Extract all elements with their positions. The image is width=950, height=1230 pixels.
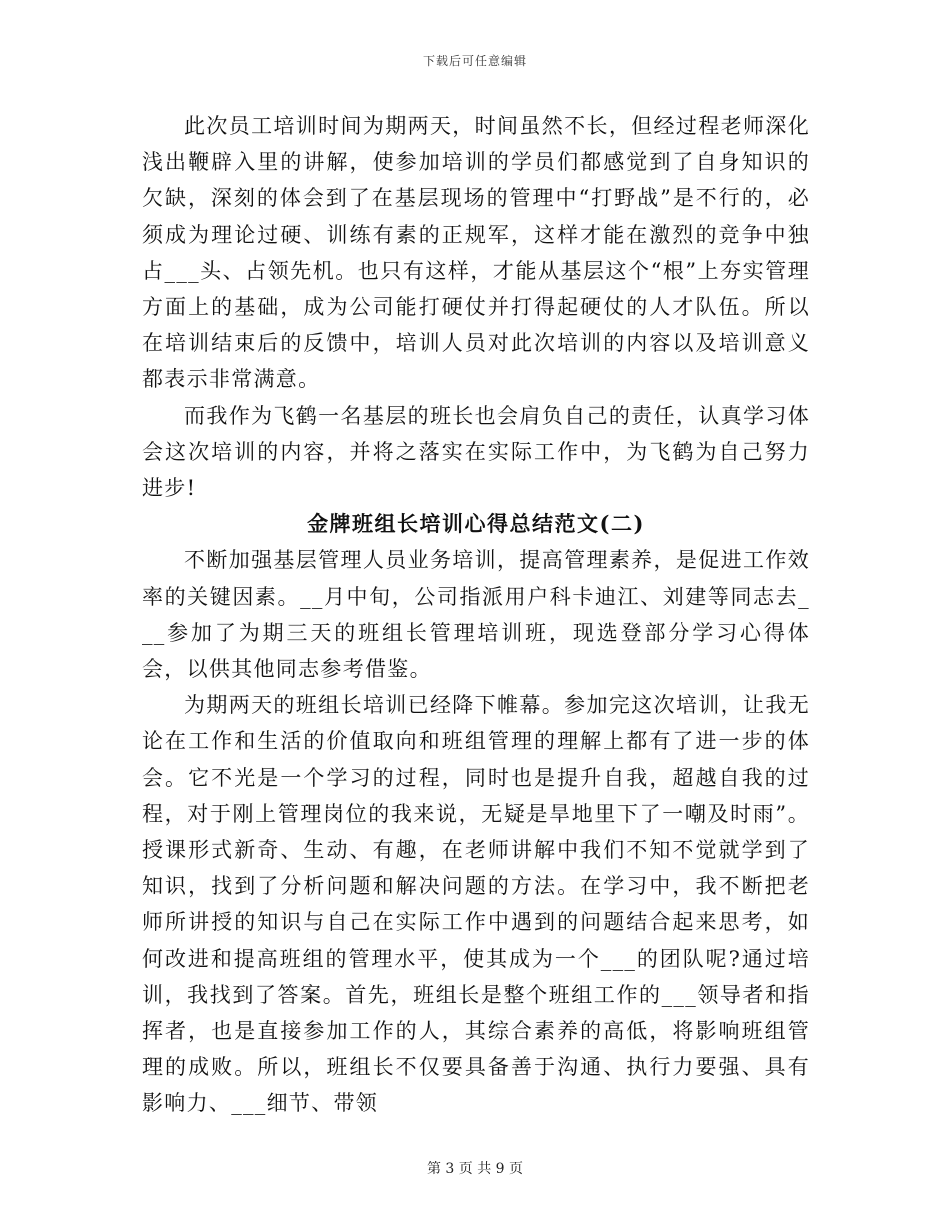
paragraph-personal-commitment: 而我作为飞鹤一名基层的班长也会肩负自己的责任，认真学习体会这次培训的内容，并将之落实在实际工作中，为飞鹤为自己努力进步! bbox=[142, 403, 810, 501]
document-body bbox=[142, 108, 810, 1122]
paragraph-section-intro: 不断加强基层管理人员业务培训，提高管理素养，是促进工作效率的关键因素。__月中旬，公司指派用户科卡迪江、刘建等同志去___参加了为期三天的班组长管理培训班，现选登部分学习心得体会，以供其他同志参考借鉴。 bbox=[142, 548, 810, 682]
paragraph-section-body: 为期两天的班组长培训已经降下帷幕。参加完这次培训，让我无论在工作和生活的价值取向和班组管理的理解上都有了进一步的体会。它不光是一个学习的过程，同时也是提升自我，超越自我的过程，对于刚上管理岗位的我来说，无疑是旱地里下了一嘲及时雨”。授课形式新奇、生动、有趣，在老师讲解中我们不知不觉就学到了知识，找到了分析问题和解决问题的方法。在学习中，我不断把老师所讲授的知识与自己在实际工作中遇到的问题结合起来思考，如何改进和提高班组的管理水平，使其成为一个___的团队呢?通过培训，我找到了答案。首先，班组长是整个班组工作的___领导者和指挥者，也是直接参加工作的人，其综合素养的高低，将影响班组管理的成败。所以，班组长不仅要具备善于沟通、执行力要强、具有影响力、___细节、带领 bbox=[142, 693, 810, 1116]
paragraph-training-summary: 此次员工培训时间为期两天，时间虽然不长，但经过程老师深化浅出鞭辟入里的讲解，使参加培训的学员们都感觉到了自身知识的欠缺，深刻的体会到了在基层现场的管理中“打野战”是不行的，必须成为理论过硬、训练有素的正规军，这样才能在激烈的竞争中独占___头、占领先机。也只有这样，才能从基层这个“根”上夯实管理方面上的基础，成为公司能打硬仗并打得起硬仗的人才队伍。所以在培训结束后的反馈中，培训人员对此次培训的内容以及培训意义都表示非常满意。 bbox=[142, 114, 810, 392]
page-header-note: 下载后可任意编辑 bbox=[422, 54, 527, 68]
section-title: 金牌班组长培训心得总结范文(二) bbox=[307, 511, 645, 537]
page-number: 第 3 页 共 9 页 bbox=[426, 1161, 524, 1177]
